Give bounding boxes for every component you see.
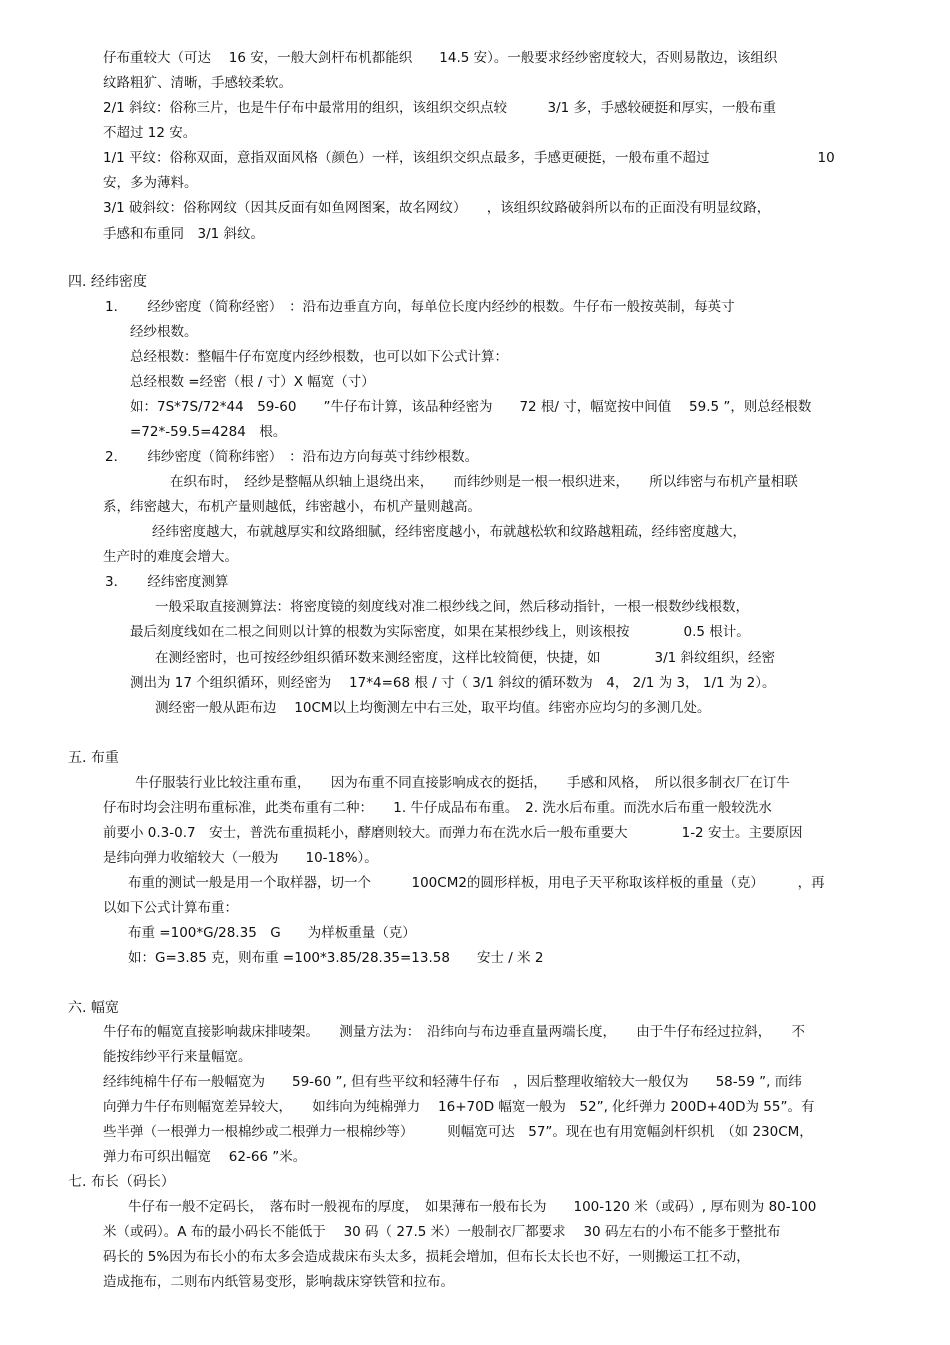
text-line: 2/1 斜纹：俗称三片，也是牛仔布中最常用的组织，该组织交织点较 3/1 多，手感较硬挺和厚实，一般布重 [103,100,777,116]
text-line: 码长的 5%因为布长小的布太多会造成裁床布头太多，损耗会增加，但布长太长也不好，一则搬运工扛不动， [103,1249,750,1265]
text-line: 牛仔布的幅宽直接影响裁床排唛架。 测量方法为： 沿纬向与布边垂直量两端长度， 由于牛仔布经过拉斜， 不 [103,1024,805,1040]
text-line: 经纬密度越大，布就越厚实和纹路细腻，经纬密度越小，布就越松软和纹路越粗疏，经纬密度越大， [152,524,746,540]
text-line: 1/1 平纹：俗称双面，意指双面风格（颜色）一样，该组织交织点最多，手感更硬挺，一般布重不超过 10 [103,150,835,166]
text-line: 总经根数：整幅牛仔布宽度内经纱根数，也可以如下公式计算： [130,349,508,365]
text-line: 造成拖布，二则布内纸管易变形，影响裁床穿铁管和拉布。 [103,1274,454,1290]
section-heading: 五. 布重 [68,750,119,766]
text-line: 仔布重较大（可达 16 安，一般大剑杆布机都能织 14.5 安）。一般要求经纱密度较大，否则易散边，该组织 [103,50,778,66]
text-line: 牛仔服装行业比较注重布重， 因为布重不同直接影响成衣的挺括， 手感和风格， 所以很多制衣厂在订牛 [135,775,790,791]
text-line: 牛仔布一般不定码长， 落布时一般视布的厚度， 如果薄布一般布长为 100-120 米（或码）, 厚布则为 80-100 [128,1199,817,1215]
text-line: 仔布时均会注明布重标准，此类布重有二种： 1. 牛仔成品布布重。 2. 洗水后布重。而洗水后布重一般较洗水 [103,800,772,816]
text-line: 3． 经纬密度测算 [105,574,229,590]
formula-line: 总经根数 =经密（根 / 寸）X 幅宽（寸） [130,374,375,390]
text-line: 以如下公式计算布重： [103,900,238,916]
section-heading: 七. 布长（码长） [68,1174,175,1190]
text-line: 纹路粗犷、清晰，手感较柔软。 [103,75,292,91]
text-line: 如：G=3.85 克，则布重 =100*3.85/28.35=13.58 安士 / 米 2 [128,950,544,966]
text-line: 手感和布重同 3/1 斜纹。 [103,226,265,242]
text-line: 测经密一般从距布边 10CM以上均衡测左中右三处，取平均值。纬密亦应均匀的多测几处。 [155,700,711,716]
text-line: 最后刻度线如在二根之间则以计算的根数为实际密度，如果在某根纱线上，则该根按 0.5 根计。 [130,624,750,640]
text-line: 在织布时， 经纱是整幅从织轴上退绕出来， 而纬纱则是一根一根织进来， 所以纬密与布机产量相联 [170,474,798,490]
text-line: 安，多为薄料。 [103,175,198,191]
text-line: 2． 纬纱密度（简称纬密） ：沿布边方向每英寸纬纱根数。 [105,449,479,465]
text-line: 前要小 0.3-0.7 安士，普洗布重损耗小，酵磨则较大。而弹力布在洗水后一般布重要大 1-2 安士。主要原因 [103,825,803,841]
text-line: 经纬纯棉牛仔布一般幅宽为 59-60 ”, 但有些平纹和轻薄牛仔布 ，因后整理收缩较大一般仅为 58-59 ”, 而纬 [103,1074,802,1090]
text-line: 在测经密时，也可按经纱组织循环数来测经密度，这样比较简便，快捷，如 3/1 斜纹组织，经密 [155,650,776,666]
text-line: 是纬向弹力收缩较大（一般为 10-18%）。 [103,850,378,866]
section-heading: 四. 经纬密度 [68,274,147,290]
text-line: 弹力布可织出幅宽 62-66 ”米。 [103,1149,307,1165]
text-line: 如：7S*7S/72*44 59-60 ”牛仔布计算，该品种经密为 72 根/ 寸，幅宽按中间值 59.5 ”，则总经根数 [130,399,812,415]
text-line: 布重的测试一般是用一个取样器，切一个 100CM2的圆形样板，用电子天平称取该样板的重量（克） ，再 [128,875,825,891]
text-line: 不超过 12 安。 [103,125,197,141]
text-line: 1． 经纱密度（简称经密） ：沿布边垂直方向，每单位长度内经纱的根数。牛仔布一般按英制，每英寸 [105,299,735,315]
text-line: 生产时的难度会增大。 [103,549,238,565]
text-line: 系，纬密越大，布机产量则越低，纬密越小，布机产量则越高。 [103,499,481,515]
text-line: 一般采取直接测算法：将密度镜的刻度线对准二根纱线之间，然后移动指针，一根一根数纱线根数， [155,599,749,615]
formula-line: 布重 =100*G/28.35 G 为样板重量（克） [128,925,416,941]
text-line: 向弹力牛仔布则幅宽差异较大， 如纬向为纯棉弹力 16+70D 幅宽一般为 52”, 化纤弹力 200D+40D为 55”。有 [103,1099,815,1115]
text-line: =72*-59.5=4284 根。 [130,424,287,440]
text-line: 米（或码）。A 布的最小码长不能低于 30 码（ 27.5 米）一般制衣厂都要求 30 码左右的小布不能多于整批布 [103,1224,781,1240]
text-line: 3/1 破斜纹：俗称网纹（因其反面有如鱼网图案，故名网纹） ，该组织纹路破斜所以布的正面没有明显纹路， [103,200,771,216]
section-heading: 六. 幅宽 [68,1000,119,1016]
text-line: 能按纬纱平行来量幅宽。 [103,1049,252,1065]
text-line: 测出为 17 个组织循环，则经密为 17*4=68 根 / 寸（ 3/1 斜纹的循环数为 4， 2/1 为 3， 1/1 为 2）。 [130,675,776,691]
text-line: 些半弹（一根弹力一根棉纱或二根弹力一根棉纱等） 则幅宽可达 57”。现在也有用宽幅剑杆织机 （如 230CM， [103,1124,813,1140]
text-line: 经纱根数。 [130,324,198,340]
